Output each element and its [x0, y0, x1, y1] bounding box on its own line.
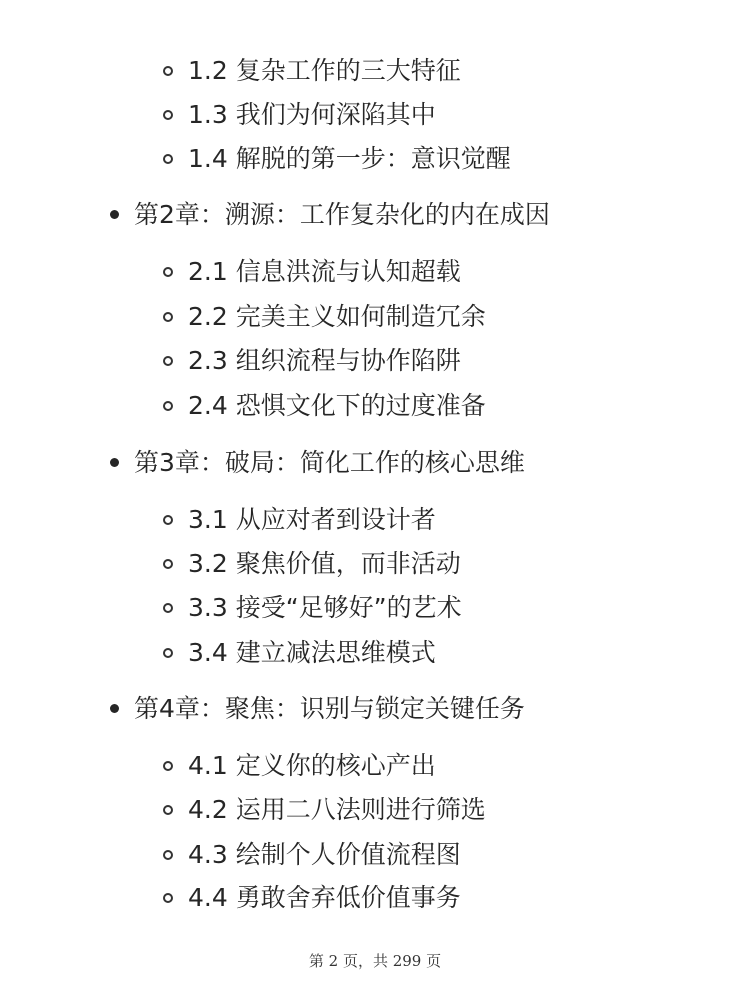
hollow-bullet-icon — [163, 267, 173, 277]
toc-section-label: 1.2 复杂工作的三大特征 — [188, 56, 461, 85]
hollow-bullet-icon — [163, 805, 173, 815]
toc-section-label: 4.2 运用二八法则进行筛选 — [188, 795, 486, 824]
toc-section-label: 2.4 恐惧文化下的过度准备 — [188, 391, 486, 420]
toc-section-label: 4.3 绘制个人价值流程图 — [188, 840, 461, 869]
toc-section-label: 4.4 勇敢舍弃低价值事务 — [188, 883, 461, 912]
toc-section-label: 1.4 解脱的第一步：意识觉醒 — [188, 144, 511, 173]
hollow-bullet-icon — [163, 648, 173, 658]
toc-section-label: 2.3 组织流程与协作陷阱 — [188, 346, 461, 375]
toc-section-label: 3.2 聚焦价值，而非活动 — [188, 549, 461, 578]
hollow-bullet-icon — [163, 761, 173, 771]
solid-bullet-icon — [110, 210, 119, 219]
hollow-bullet-icon — [163, 356, 173, 366]
toc-section-label: 3.1 从应对者到设计者 — [188, 505, 436, 534]
toc-chapter-label: 第4章：聚焦：识别与锁定关键任务 — [134, 694, 525, 723]
hollow-bullet-icon — [163, 515, 173, 525]
hollow-bullet-icon — [163, 66, 173, 76]
hollow-bullet-icon — [163, 110, 173, 120]
toc-chapter-label: 第3章：破局：简化工作的核心思维 — [134, 448, 525, 477]
toc-section-label: 1.3 我们为何深陷其中 — [188, 100, 436, 129]
solid-bullet-icon — [110, 704, 119, 713]
toc-section-label: 3.4 建立减法思维模式 — [188, 638, 436, 667]
hollow-bullet-icon — [163, 603, 173, 613]
toc-section-label: 2.2 完美主义如何制造冗余 — [188, 302, 486, 331]
hollow-bullet-icon — [163, 850, 173, 860]
hollow-bullet-icon — [163, 312, 173, 322]
toc-section-label: 3.3 接受“足够好”的艺术 — [188, 593, 462, 622]
hollow-bullet-icon — [163, 154, 173, 164]
hollow-bullet-icon — [163, 559, 173, 569]
page-number-footer: 第 2 页，共 299 页 — [308, 952, 442, 970]
toc-chapter-label: 第2章：溯源：工作复杂化的内在成因 — [134, 200, 550, 229]
hollow-bullet-icon — [163, 893, 173, 903]
solid-bullet-icon — [110, 458, 119, 467]
hollow-bullet-icon — [163, 401, 173, 411]
toc-section-label: 2.1 信息洪流与认知超载 — [188, 257, 461, 286]
toc-section-label: 4.1 定义你的核心产出 — [188, 751, 436, 780]
